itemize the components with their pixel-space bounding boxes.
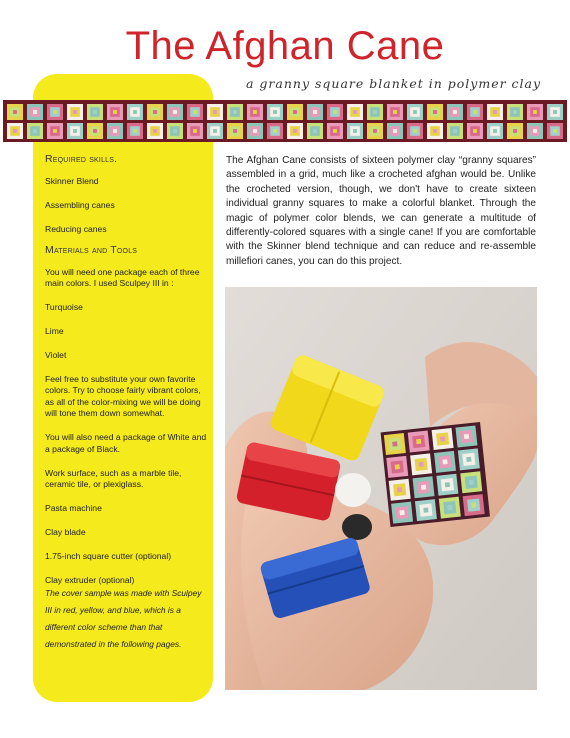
extra-clay-note: You will also need a package of White and a package of Black. xyxy=(45,432,207,454)
color-item: Turquoise xyxy=(45,302,83,313)
page-subtitle: a granny square blanket in polymer clay xyxy=(246,76,542,91)
page-title: The Afghan Cane xyxy=(125,24,445,68)
skill-item: Reducing canes xyxy=(45,224,107,235)
skill-item: Assembling canes xyxy=(45,200,115,211)
intro-paragraph: The Afghan Cane consists of sixteen polymer clay “granny squares” assembled in a grid, much like a crocheted afghan would be. Unlike the crocheted version, though, we don't have to create sixteen individual granny squares to make a colorful blanket. Through the magic of polymer color blends, we can generate a multitude of differently-colored squares with a single cane! If you are comfortable with the Skinner blend technique and can reduce and re-assemble millefiori canes, you can do this project. xyxy=(226,155,536,267)
substitute-note: Feel free to substitute your own favorite colors. Try to choose fairly vibrant colors, as all of the color-mixing we will be doing will tone them down somewhat. xyxy=(45,374,201,419)
cover-sample-note: The cover sample was made with Sculpey III in red, yellow, and blue, which is a different color scheme than that demonstrated in the following pages. xyxy=(45,587,202,649)
colors-intro: You will need one package each of three main colors. I used Sculpey III in : xyxy=(45,267,200,289)
required-skills-heading: Required skills. xyxy=(45,153,118,165)
tool-item: Clay blade xyxy=(45,526,86,537)
sidebar-content xyxy=(45,154,207,653)
clay-hands-photo xyxy=(225,287,537,690)
color-item: Lime xyxy=(45,326,64,337)
granny-square-banner-image xyxy=(3,100,567,142)
color-item: Violet xyxy=(45,350,67,361)
skill-item: Skinner Blend xyxy=(45,176,99,187)
tool-item: Pasta machine xyxy=(45,502,102,513)
tool-item: 1.75-inch square cutter (optional) xyxy=(45,550,172,561)
materials-heading: Materials and Tools xyxy=(45,243,138,256)
tool-item: Clay extruder (optional) xyxy=(45,574,135,585)
tool-item: Work surface, such as a marble tile, ceramic tile, or plexiglass. xyxy=(45,467,182,489)
